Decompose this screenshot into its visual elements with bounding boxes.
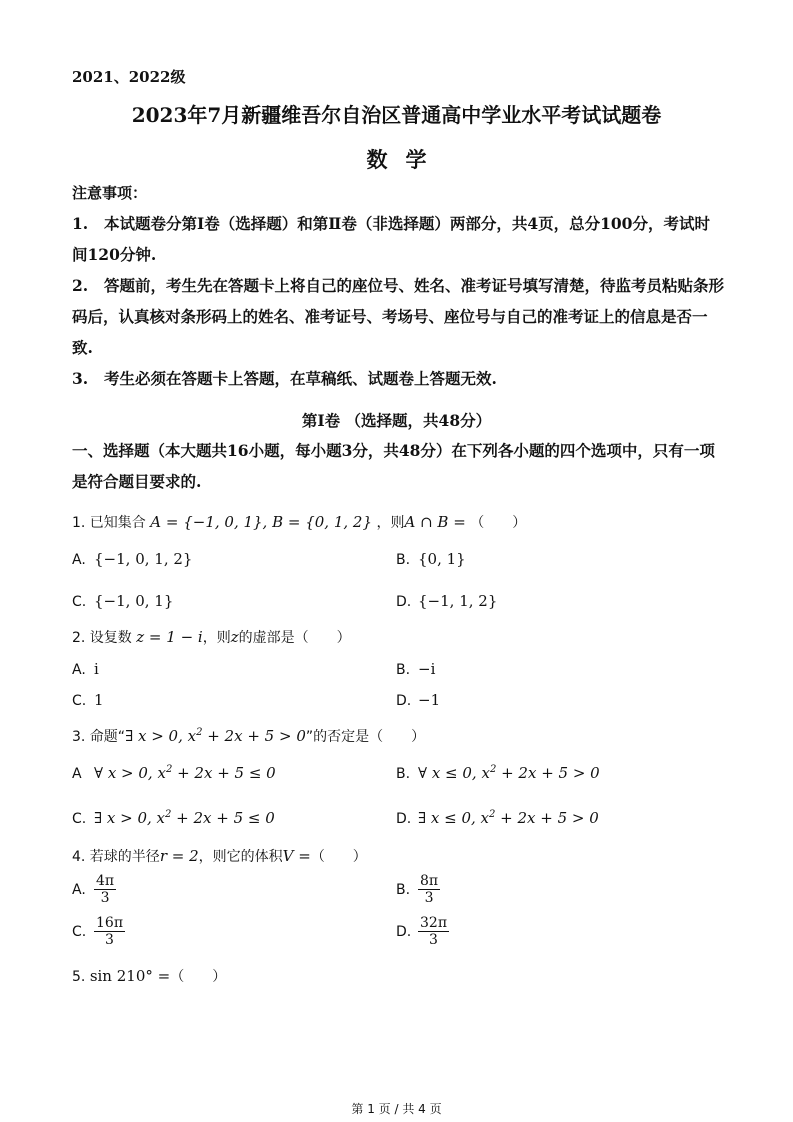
option-value: i — [94, 660, 99, 678]
note-text: 考生必须在答题卡上答题，在草稿纸、试题卷上答题无效. — [104, 369, 497, 388]
option-value: {−1, 0, 1} — [94, 592, 174, 610]
option-value: ∀ x ≤ 0, $x^2 + 2x + 5 > 0$ — [418, 764, 600, 782]
note-item-1 — [72, 208, 724, 270]
exam-title: 2023年7月新疆维吾尔自治区普通高中学业水平考试试题卷 — [131, 103, 662, 127]
option-4d[interactable]: D. $\frac{32\pi}{3}$ — [396, 915, 448, 948]
question-text: ，则 — [202, 630, 231, 646]
notes-heading: 注意事项： — [72, 184, 148, 202]
option-1a[interactable]: A. {−1, 0, 1, 2} — [72, 550, 193, 568]
question-1 — [72, 512, 526, 532]
page-footer: 第 1 页 / 共 4 页 — [351, 1102, 442, 1116]
note-text: 本试题卷分第Ⅰ卷（选择题）和第Ⅱ卷（非选择题）两部分，共4页，总分100分，考试时间120分钟. — [72, 214, 710, 264]
question-3 — [72, 726, 425, 746]
note-number: 3. — [72, 369, 89, 388]
option-4b[interactable]: B. $\frac{8\pi}{3}$ — [396, 873, 439, 906]
question-tail: （ ） — [310, 849, 367, 865]
section-instruction: 一、选择题（本大题共16小题，每小题3分，共48分）在下列各小题的四个选项中，只有一项是符合题目要求的. — [72, 441, 715, 491]
question-math: z = 1 − i — [136, 628, 203, 646]
fraction: $\frac{8\pi}{3}$ — [420, 873, 439, 906]
option-1b[interactable]: B. {0, 1} — [396, 550, 466, 568]
option-value: ∃ x ≤ 0, $x^2 + 2x + 5 > 0$ — [418, 809, 599, 827]
option-value: {0, 1} — [418, 550, 466, 568]
question-math: A ∩ B = — [404, 513, 466, 531]
question-math: ∃ x > 0, $x^2 + 2x + 5 > 0$ — [125, 727, 306, 745]
note-item-3 — [72, 363, 724, 394]
note-text: 答题前，考生先在答题卡上将自己的座位号、姓名、准考证号填写清楚，待监考员粘贴条形码后，认真核对条形码上的姓名、准考证号、考场号、座位号与自己的准考证上的信息是否一致. — [72, 276, 725, 357]
option-value: −1 — [418, 691, 441, 709]
question-number: 3. 命题“ — [72, 729, 126, 745]
question-4 — [72, 846, 367, 866]
option-3c[interactable]: C. ∃ x > 0, $x^2 + 2x + 5 \le 0$ — [72, 809, 275, 827]
option-3b[interactable]: B. ∀ x ≤ 0, $x^2 + 2x + 5 > 0$ — [396, 764, 600, 782]
option-2a[interactable]: A. i — [72, 660, 99, 678]
option-3d[interactable]: D. ∃ x ≤ 0, $x^2 + 2x + 5 > 0$ — [396, 809, 599, 827]
option-value: ∀ x > 0, $x^2 + 2x + 5 \le 0$ — [94, 764, 276, 782]
question-tail: ”的否定是（ ） — [305, 729, 426, 745]
option-3a[interactable]: A ∀ x > 0, $x^2 + 2x + 5 \le 0$ — [72, 764, 276, 782]
question-tail: （ ） — [170, 969, 227, 985]
question-number: 4. 若球的半径 — [72, 849, 160, 865]
option-value: ∃ x > 0, $x^2 + 2x + 5 \le 0$ — [94, 809, 275, 827]
section-title: 第Ⅰ卷 （选择题，共48分） — [301, 411, 492, 430]
question-math: r = 2 — [159, 847, 199, 865]
option-value: 1 — [94, 691, 104, 709]
question-number: 2. 设复数 — [72, 630, 132, 646]
option-1d[interactable]: D. {−1, 1, 2} — [396, 592, 498, 610]
question-math: A = {−1, 0, 1}, B = {0, 1, 2} — [150, 513, 373, 531]
option-2d[interactable]: D. −1 — [396, 691, 441, 709]
question-2 — [72, 627, 351, 647]
note-item-2 — [72, 270, 724, 363]
question-number: 5. — [72, 969, 86, 985]
option-value: −i — [418, 660, 436, 678]
question-text: ，则 — [376, 515, 405, 531]
fraction: $\frac{16\pi}{3}$ — [96, 915, 124, 948]
option-1c[interactable]: C. {−1, 0, 1} — [72, 592, 174, 610]
question-math: z — [230, 628, 239, 646]
option-value: {−1, 1, 2} — [418, 592, 498, 610]
note-number: 1. — [72, 214, 89, 233]
fraction: $\frac{4\pi}{3}$ — [96, 873, 115, 906]
question-tail: （ ） — [470, 515, 527, 531]
option-2b[interactable]: B. −i — [396, 660, 436, 678]
question-math: sin 210° = — [89, 967, 171, 985]
question-tail: 的虚部是（ ） — [238, 630, 351, 646]
grade-label: 2021、2022级 — [72, 68, 186, 86]
option-value: {−1, 0, 1, 2} — [94, 550, 193, 568]
question-math: V = — [282, 847, 311, 865]
question-text: ，则它的体积 — [198, 849, 283, 865]
subject-title: 数学 — [366, 147, 445, 172]
question-number: 1. 已知集合 — [72, 515, 146, 531]
option-4c[interactable]: C. $\frac{16\pi}{3}$ — [72, 915, 124, 948]
option-4a[interactable]: A. $\frac{4\pi}{3}$ — [72, 873, 115, 906]
question-5 — [72, 966, 226, 986]
fraction: $\frac{32\pi}{3}$ — [420, 915, 448, 948]
option-2c[interactable]: C. 1 — [72, 691, 104, 709]
note-number: 2. — [72, 276, 89, 295]
